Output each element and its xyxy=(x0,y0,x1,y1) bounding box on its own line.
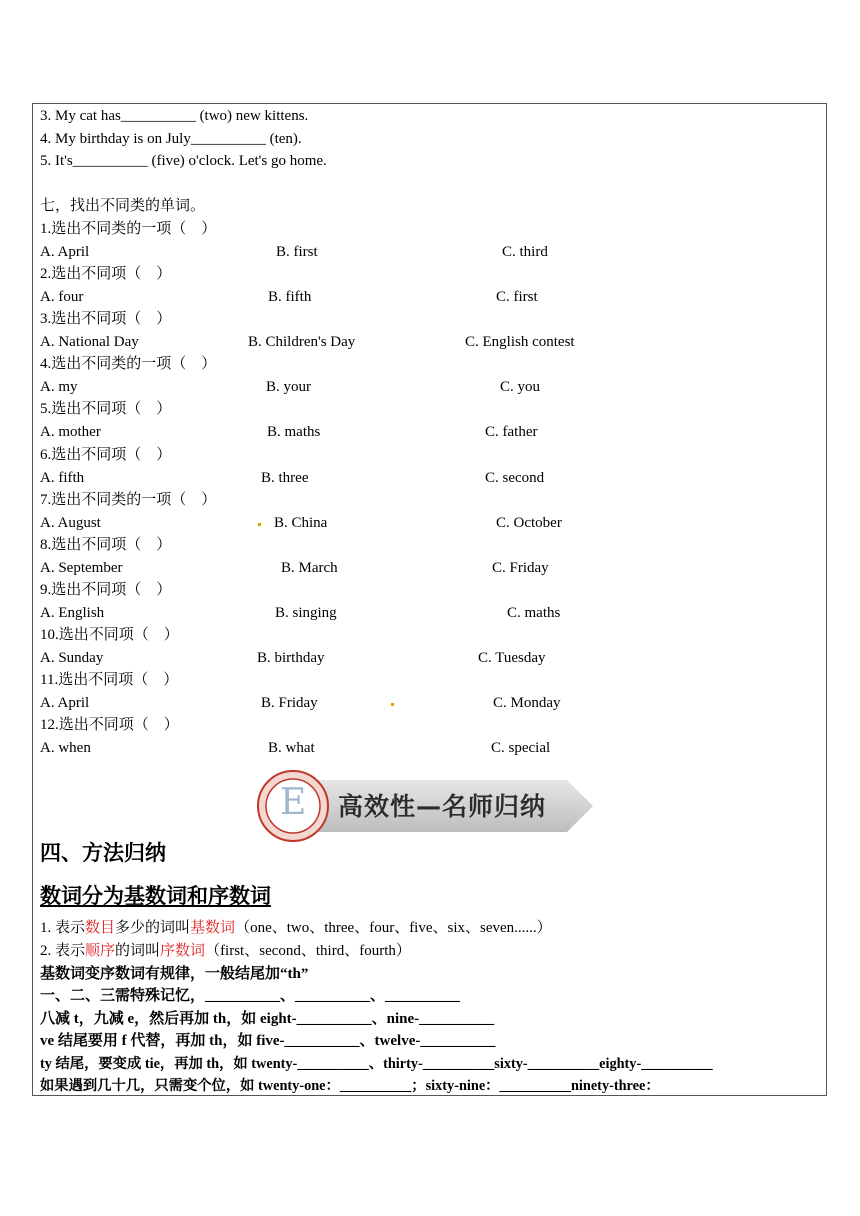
question-prompt: 9.选出不同项（ ） xyxy=(40,582,172,598)
heading-numerals: 数词分为基数词和序数词 xyxy=(40,884,271,908)
option-b: B. what xyxy=(268,740,315,756)
fill-line-3: 3. My cat has__________ (two) new kittens. xyxy=(40,108,309,124)
option-b: B. first xyxy=(276,244,318,260)
fill-line-5: 5. It's__________ (five) o'clock. Let's go home. xyxy=(40,153,327,169)
option-c: C. first xyxy=(496,289,538,305)
question-prompt: 11.选出不同项（ ） xyxy=(40,672,179,688)
question-prompt: 12.选出不同项（ ） xyxy=(40,717,179,733)
option-c: C. special xyxy=(491,740,551,756)
option-c: C. third xyxy=(502,244,548,260)
option-a: A. four xyxy=(40,289,84,305)
section-7-title: 七，找出不同类的单词。 xyxy=(40,198,206,214)
option-a: A. English xyxy=(40,605,105,621)
rule-line-3: 八减 t，九减 e，然后再加 th，如 eight-__________、nine-__________ xyxy=(40,1011,495,1027)
option-b: B. Friday xyxy=(261,695,318,711)
option-c: C. Tuesday xyxy=(478,650,546,666)
option-c: C. October xyxy=(496,515,562,531)
speck xyxy=(258,523,261,526)
rule-line-4: ve 结尾要用 f 代替，再加 th，如 five-__________、twelve-__________ xyxy=(40,1033,496,1049)
option-a: A. National Day xyxy=(40,334,139,350)
option-c: C. Friday xyxy=(492,560,549,576)
option-a: A. my xyxy=(40,379,78,395)
option-b: B. your xyxy=(266,379,311,395)
question-prompt: 6.选出不同项（ ） xyxy=(40,447,172,463)
question-prompt: 3.选出不同项（ ） xyxy=(40,311,172,327)
rule-2: 2. 表示顺序的词叫序数词（first、second、third、fourth） xyxy=(40,943,411,959)
option-b: B. China xyxy=(274,515,328,531)
rule-1: 1. 表示数目多少的词叫基数词（one、two、three、four、five、six、seven......） xyxy=(40,920,552,936)
question-prompt: 1.选出不同类的一项（ ） xyxy=(40,221,217,237)
banner-title: 高效性—名师归纳 xyxy=(338,792,547,821)
option-b: B. singing xyxy=(275,605,337,621)
rule-line-5: ty 结尾，要变成 tie，再加 th，如 twenty-__________、thirty-__________sixty-__________eighty-__________ xyxy=(40,1056,713,1072)
fill-line-4: 4. My birthday is on July__________ (ten). xyxy=(40,131,302,147)
option-b: B. maths xyxy=(267,424,321,440)
option-b: B. birthday xyxy=(257,650,325,666)
option-c: C. you xyxy=(500,379,541,395)
heading-method: 四、方法归纳 xyxy=(40,841,166,865)
option-a: A. September xyxy=(40,560,123,576)
seal-letter-icon: E xyxy=(280,782,307,823)
rule-line-2: 一、二、三需特殊记忆，__________、__________、__________ xyxy=(40,988,461,1004)
option-c: C. father xyxy=(485,424,538,440)
option-a: A. Sunday xyxy=(40,650,104,666)
option-b: B. March xyxy=(281,560,338,576)
question-prompt: 2.选出不同项（ ） xyxy=(40,266,172,282)
question-prompt: 8.选出不同项（ ） xyxy=(40,537,172,553)
option-c: C. English contest xyxy=(465,334,575,350)
option-a: A. April xyxy=(40,244,90,260)
option-b: B. fifth xyxy=(268,289,312,305)
question-prompt: 4.选出不同类的一项（ ） xyxy=(40,356,217,372)
question-prompt: 7.选出不同类的一项（ ） xyxy=(40,492,217,508)
option-a: A. when xyxy=(40,740,91,756)
option-a: A. fifth xyxy=(40,470,85,486)
rule-line-6: 如果遇到几十几，只需变个位，如 twenty-one：__________；sixty-nine：__________ninety-three： xyxy=(40,1078,660,1094)
option-b: B. Children's Day xyxy=(248,334,356,350)
option-c: C. Monday xyxy=(493,695,561,711)
option-a: A. April xyxy=(40,695,90,711)
option-a: A. mother xyxy=(40,424,101,440)
option-a: A. August xyxy=(40,515,101,531)
question-prompt: 10.选出不同项（ ） xyxy=(40,627,179,643)
rule-line-1: 基数词变序数词有规律，一般结尾加“th” xyxy=(40,966,309,982)
speck xyxy=(391,703,394,706)
question-prompt: 5.选出不同项（ ） xyxy=(40,401,172,417)
option-c: C. maths xyxy=(507,605,561,621)
option-b: B. three xyxy=(261,470,309,486)
option-c: C. second xyxy=(485,470,545,486)
